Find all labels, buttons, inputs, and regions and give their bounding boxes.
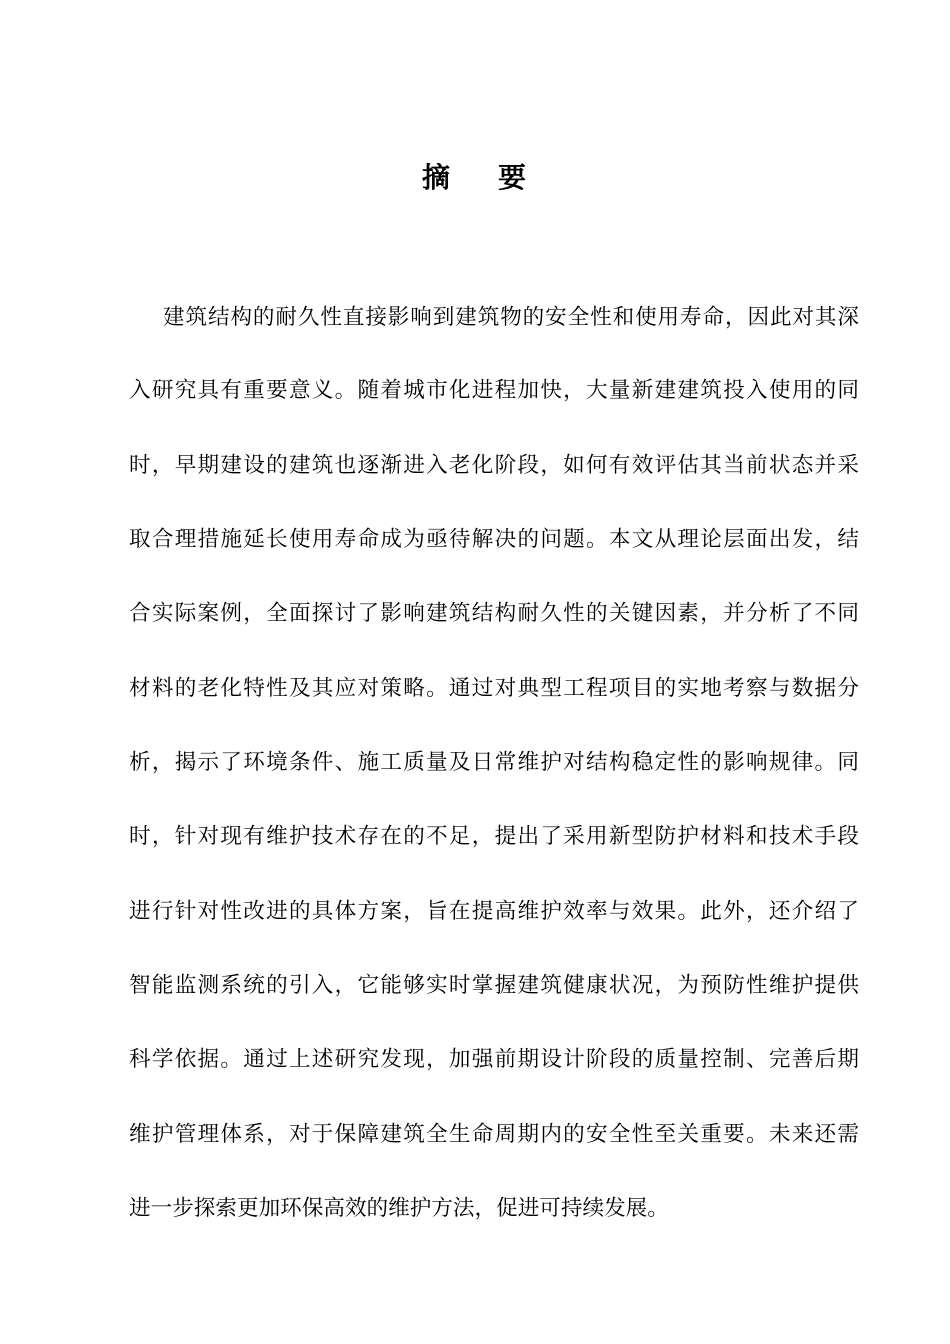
abstract-line: 合实际案例，全面探讨了影响建筑结构耐久性的关键因素，并分析了不同 xyxy=(129,601,859,626)
abstract-line: 进行针对性改进的具体方案，旨在提高维护效率与效果。此外，还介绍了 xyxy=(129,899,859,924)
abstract-line: 材料的老化特性及其应对策略。通过对典型工程项目的实地考察与数据分 xyxy=(129,676,859,701)
abstract-line: 取合理措施延长使用寿命成为亟待解决的问题。本文从理论层面出发，结 xyxy=(129,527,859,552)
title-char-2: 要 xyxy=(498,161,529,194)
abstract-line: 维护管理体系，对于保障建筑全生命周期内的安全性至关重要。未来还需 xyxy=(129,1122,859,1147)
abstract-line: 时，针对现有维护技术存在的不足，提出了采用新型防护材料和技术手段 xyxy=(129,824,859,849)
abstract-line: 科学依据。通过上述研究发现，加强前期设计阶段的质量控制、完善后期 xyxy=(129,1047,859,1072)
abstract-line: 入研究具有重要意义。随着城市化进程加快，大量新建建筑投入使用的同 xyxy=(129,378,859,403)
abstract-line-last: 进一步探索更加环保高效的维护方法，促进可持续发展。 xyxy=(129,1196,669,1221)
abstract-line: 析，揭示了环境条件、施工质量及日常维护对结构稳定性的影响规律。同 xyxy=(129,750,859,775)
abstract-line: 智能监测系统的引入，它能够实时掌握建筑健康状况，为预防性维护提供 xyxy=(129,973,859,998)
abstract-line: 时，早期建设的建筑也逐渐进入老化阶段，如何有效评估其当前状态并采 xyxy=(129,453,859,478)
abstract-line: 建筑结构的耐久性直接影响到建筑物的安全性和使用寿命，因此对其深 xyxy=(163,305,859,330)
title-char-1: 摘 xyxy=(421,161,452,194)
